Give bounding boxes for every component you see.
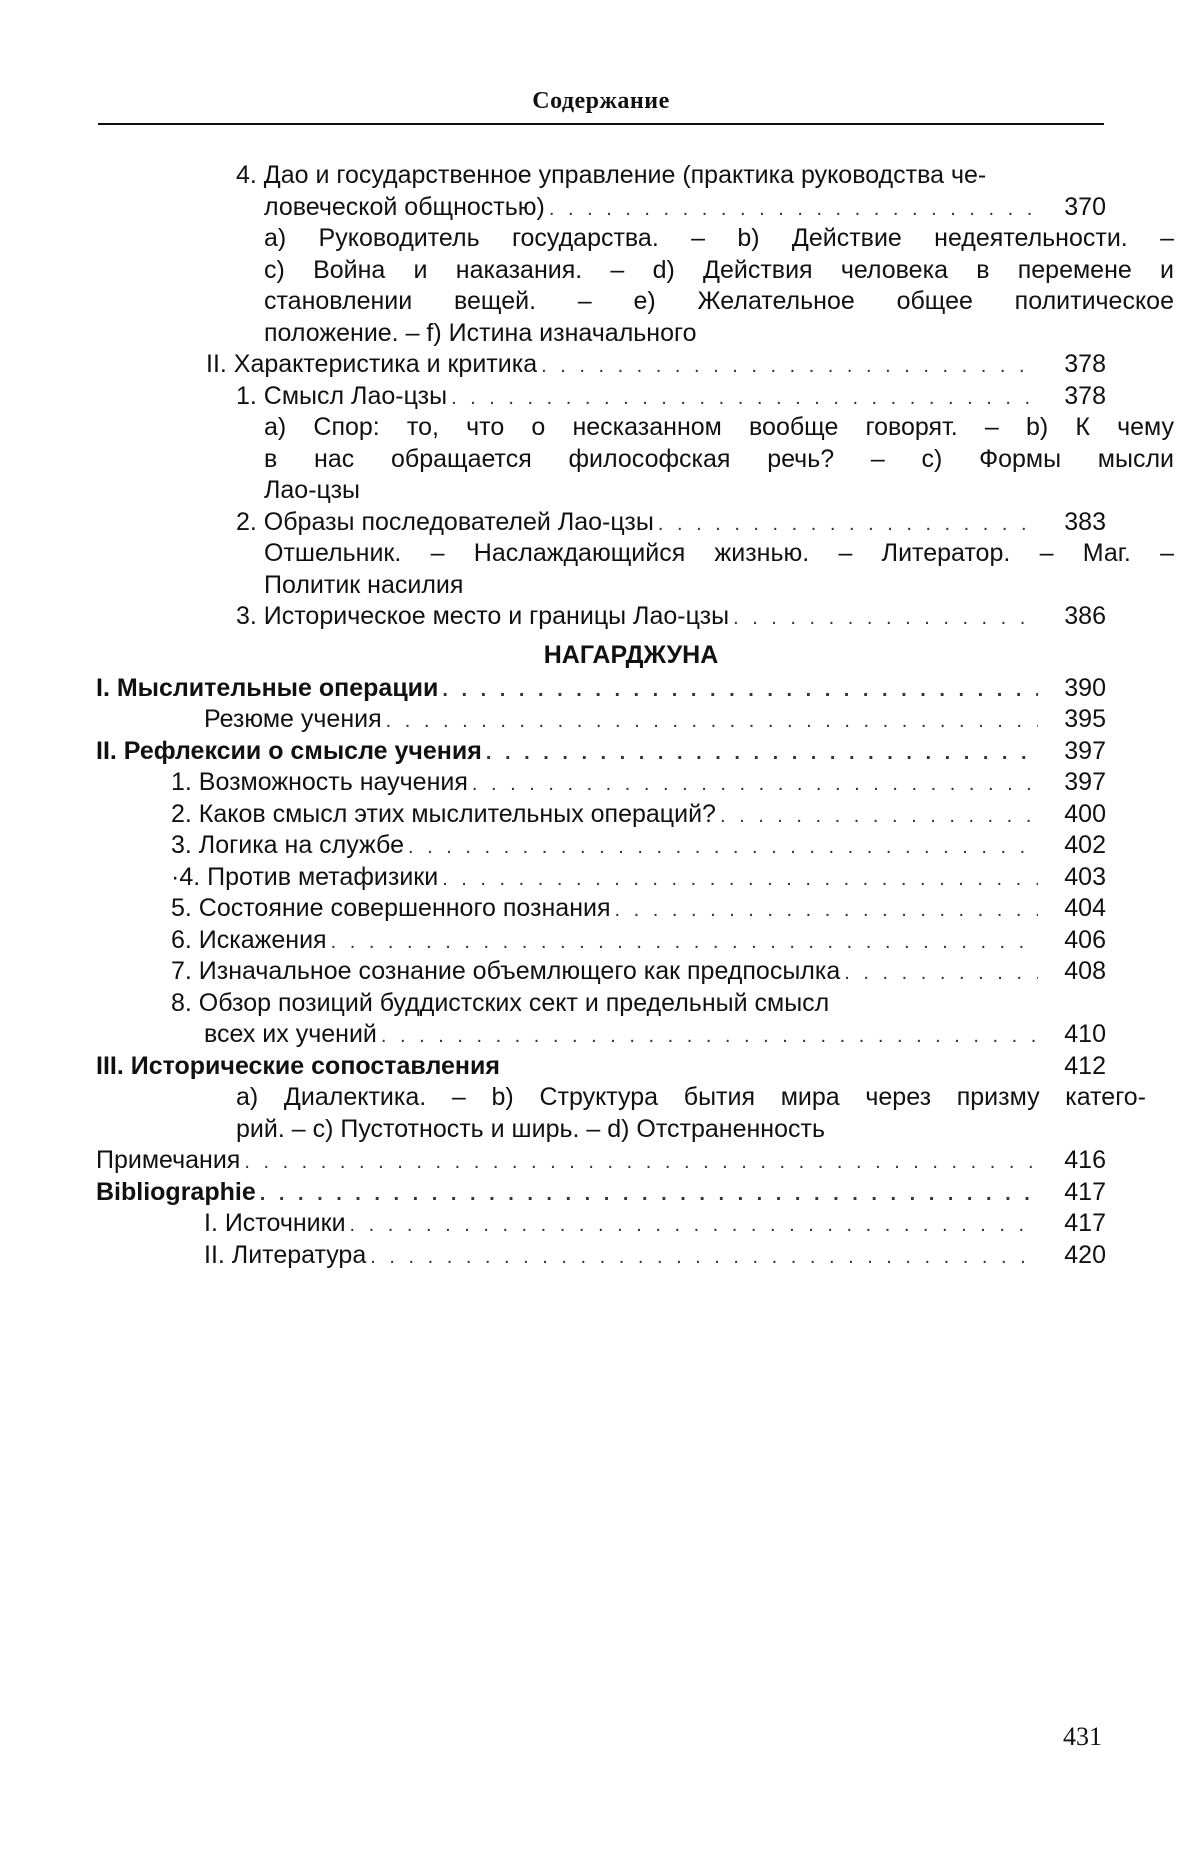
toc-entry-page: 378 xyxy=(1064,381,1106,410)
toc-entry xyxy=(96,1019,1106,1051)
toc-entry-subtext: рий. – с) Пустотность и ширь. – d) Отстраненность xyxy=(236,1114,825,1143)
toc-entry xyxy=(96,1240,1106,1272)
toc-entry xyxy=(96,956,1106,988)
dot-leader xyxy=(244,1147,1038,1179)
toc-entry-subtext: 4. Дао и государственное управление (практика руководства че- xyxy=(236,161,987,189)
dot-leader xyxy=(615,895,1038,927)
toc-entry xyxy=(96,601,1106,633)
toc-entry-page: 417 xyxy=(1064,1209,1106,1237)
toc-entry-title: II. Характеристика и критика xyxy=(206,350,538,378)
toc-entry-title: 1. Смысл Лао-цзы xyxy=(236,381,448,410)
toc-entry-subtext: положение. – f) Истина изначального xyxy=(264,318,697,347)
toc-entry-page: 400 xyxy=(1064,799,1106,828)
toc-entry-subtext: а) Спор: то, что о несказанном вообще говорят. – b) К чему xyxy=(264,413,1174,441)
dot-leader xyxy=(386,706,1038,738)
toc-entry xyxy=(96,893,1106,925)
toc-entry-page: 406 xyxy=(1064,925,1106,954)
toc-entry xyxy=(96,767,1106,799)
page-number: 431 xyxy=(1063,1722,1102,1751)
toc-entry-title: II. Литература xyxy=(204,1240,367,1269)
toc-entry-page: 402 xyxy=(1064,831,1106,859)
toc-entry xyxy=(96,925,1106,957)
dot-leader xyxy=(541,351,1038,383)
section-heading: НАГАРДЖУНА xyxy=(543,640,719,669)
toc-entry-title: Примечания xyxy=(96,1146,241,1174)
running-head: Содержание xyxy=(532,88,670,114)
dot-leader xyxy=(549,194,1038,226)
toc-entry-subtext: а) Диалектика. – b) Структура бытия мира через призму катего- xyxy=(236,1083,1146,1111)
toc-entry-page: 417 xyxy=(1064,1177,1106,1206)
toc-entry-page: 378 xyxy=(1064,350,1106,378)
toc-entry xyxy=(96,830,1106,862)
toc-entry xyxy=(96,1177,1106,1209)
toc-entry xyxy=(96,704,1106,736)
toc-entry xyxy=(96,192,1106,224)
dot-leader xyxy=(260,1179,1038,1211)
toc-entry-page: 383 xyxy=(1064,507,1106,536)
toc-entry xyxy=(96,862,1106,894)
toc-entry-title: 6. Искажения xyxy=(171,925,327,954)
toc-entry-subtext: в нас обращается философская речь? – с) Формы мысли xyxy=(264,444,1174,473)
dot-leader xyxy=(442,864,1038,896)
dot-leader xyxy=(331,927,1038,959)
toc-entry xyxy=(96,673,1106,705)
toc-entry-subtext: с) Война и наказания. – d) Действия человека в перемене и xyxy=(264,255,1174,284)
dot-leader xyxy=(350,1210,1038,1242)
toc-entry-title: ·4. Против метафизики xyxy=(171,862,439,891)
dot-leader xyxy=(451,383,1038,415)
toc-entry-title: всех их учений xyxy=(204,1020,377,1048)
toc-entry-title: Bibliographie xyxy=(96,1177,256,1206)
toc-entry-page: 397 xyxy=(1064,768,1106,796)
toc-entry-page: 390 xyxy=(1064,673,1106,702)
toc-entry-page: 408 xyxy=(1064,957,1106,985)
toc-entry-page: 416 xyxy=(1064,1146,1106,1174)
toc-entry xyxy=(96,799,1106,831)
table-of-contents xyxy=(96,160,1174,1271)
dot-leader xyxy=(370,1242,1038,1274)
dot-leader xyxy=(720,801,1038,833)
toc-entry xyxy=(96,349,1106,381)
toc-entry-title: II. Рефлексии о смысле учения xyxy=(96,736,482,765)
toc-entry-title: 3. Логика на службе xyxy=(171,831,404,859)
toc-entry xyxy=(96,1208,1106,1240)
toc-entry-page: 370 xyxy=(1064,192,1106,221)
toc-entry-page: 397 xyxy=(1064,736,1106,765)
toc-entry-title: ловеческой общностью) xyxy=(264,192,545,221)
toc-entry-title: 2. Каков смысл этих мыслительных операций? xyxy=(171,799,716,828)
dot-leader xyxy=(408,832,1038,864)
toc-entry-title: 7. Изначальное сознание объемлющего как предпосылка xyxy=(171,957,841,985)
toc-entry-page: 395 xyxy=(1064,705,1106,733)
toc-entry xyxy=(96,507,1106,539)
toc-entry-title: 2. Образы последователей Лао-цзы xyxy=(236,507,654,536)
dot-leader xyxy=(381,1021,1038,1053)
dot-leader xyxy=(733,603,1038,635)
toc-entry-title: 5. Состояние совершенного познания xyxy=(171,894,611,922)
dot-leader xyxy=(844,958,1038,990)
toc-entry-title: Резюме учения xyxy=(204,705,382,733)
dot-leader xyxy=(658,509,1038,541)
dot-leader xyxy=(442,675,1038,707)
toc-entry-title: 3. Историческое место и границы Лао-цзы xyxy=(236,602,730,630)
toc-entry xyxy=(96,1051,1106,1083)
toc-entry xyxy=(96,381,1106,413)
toc-entry-title: I. Мыслительные операции xyxy=(96,673,439,702)
header-rule xyxy=(98,123,1104,125)
toc-entry-page: 386 xyxy=(1064,602,1106,630)
toc-entry-page: 412 xyxy=(1064,1051,1106,1080)
toc-entry xyxy=(96,736,1106,768)
dot-leader xyxy=(472,769,1038,801)
toc-entry xyxy=(96,1145,1106,1177)
toc-entry-title: 1. Возможность научения xyxy=(171,768,468,796)
toc-entry-subtext: становлении вещей. – е) Желательное общее политическое xyxy=(264,287,1174,315)
toc-entry-title: III. Исторические сопоставления xyxy=(96,1051,500,1080)
dot-leader xyxy=(486,738,1038,770)
toc-entry-title: I. Источники xyxy=(204,1209,346,1237)
toc-entry-subtext: Политик насилия xyxy=(264,570,464,599)
toc-entry-page: 410 xyxy=(1064,1020,1106,1048)
toc-entry-subtext: Лао-цзы xyxy=(264,476,361,504)
toc-entry-page: 420 xyxy=(1064,1240,1106,1269)
toc-entry-subtext: Отшельник. – Наслаждающийся жизнью. – Литератор. – Маг. – xyxy=(264,539,1174,567)
toc-entry-subtext: а) Руководитель государства. – b) Действие недеятельности. – xyxy=(264,224,1174,252)
toc-entry-subtext: 8. Обзор позиций буддистских сект и предельный смысл xyxy=(171,988,830,1017)
toc-entry-page: 403 xyxy=(1064,862,1106,891)
toc-entry-page: 404 xyxy=(1064,894,1106,922)
